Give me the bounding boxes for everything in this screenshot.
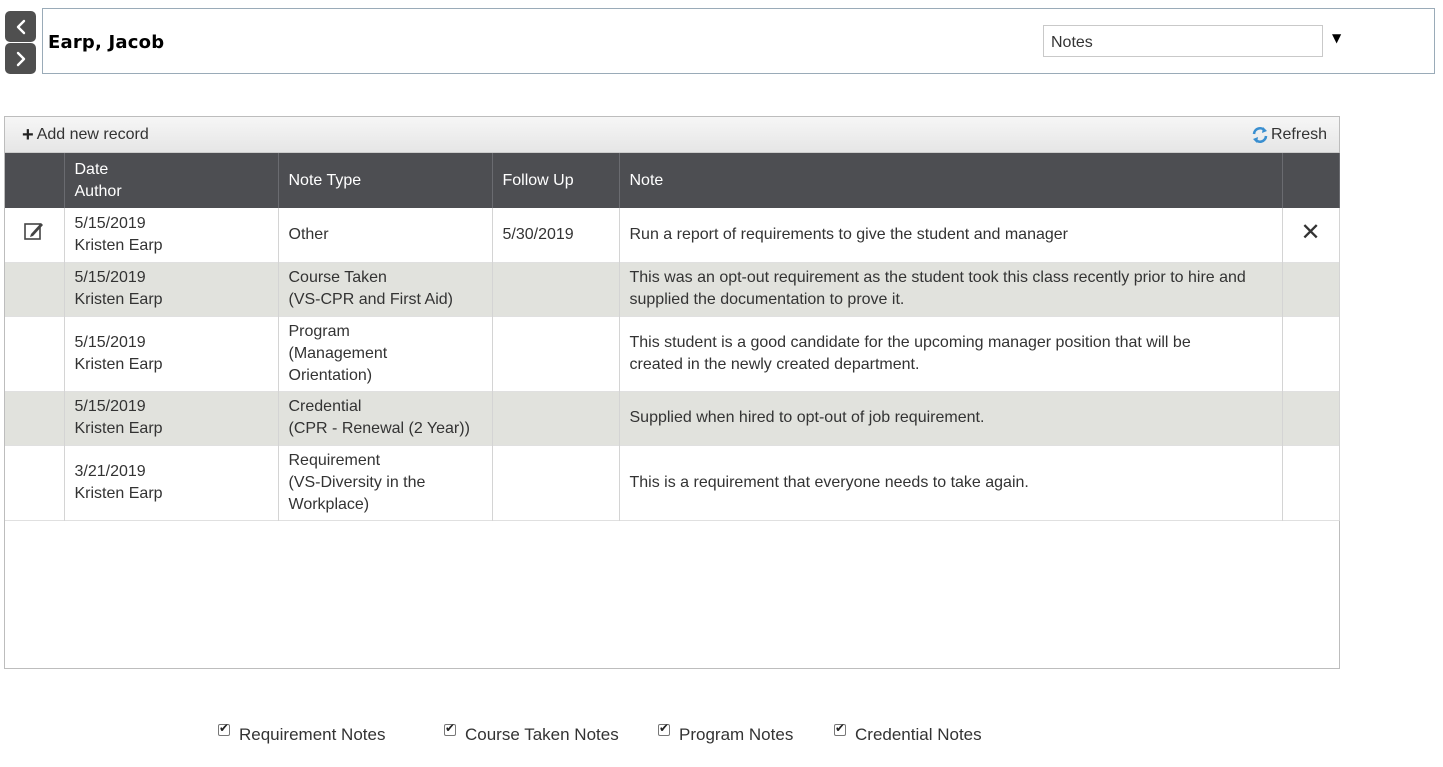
table-row <box>5 445 1339 520</box>
note-text: Run a report of requirements to give the student and manager <box>629 225 1068 243</box>
previous-record-button[interactable] <box>5 11 36 42</box>
refresh-label: Refresh <box>1270 126 1327 143</box>
note-text: Supplied when hired to opt-out of job requirement. <box>629 409 985 426</box>
row-delete-cell <box>1282 208 1339 262</box>
note-type: Program <box>288 322 350 340</box>
date-author-cell <box>64 445 278 520</box>
note-type: Requirement <box>288 451 381 469</box>
note-type: Course Taken <box>288 269 387 286</box>
follow-up-cell <box>492 316 619 391</box>
note-type-cell <box>278 262 492 316</box>
date-author-cell <box>64 208 278 262</box>
row-edit-cell <box>5 208 64 262</box>
column-header-author: Author <box>74 182 122 200</box>
note-author: Kristen Earp <box>74 355 163 373</box>
checkbox-checked-icon[interactable] <box>658 724 670 736</box>
note-text: created in the newly created department. <box>629 355 920 373</box>
close-icon[interactable]: ✕ <box>1300 219 1321 247</box>
note-type-detail: Orientation) <box>288 366 373 384</box>
grid-toolbar <box>5 117 1339 153</box>
column-header-delete <box>1282 153 1339 208</box>
note-author: Kristen Earp <box>74 484 163 502</box>
note-type-cell <box>278 208 492 262</box>
note-cell <box>619 445 1282 520</box>
note-cell <box>619 391 1282 445</box>
note-type-detail: (VS-CPR and First Aid) <box>288 291 453 308</box>
note-type-detail: (CPR - Renewal (2 Year)) <box>288 420 470 437</box>
note-cell <box>619 316 1282 391</box>
column-header-note-type[interactable]: Note Type <box>278 153 492 208</box>
chevron-right-icon <box>14 51 28 67</box>
student-name: Earp, Jacob <box>48 32 165 53</box>
note-type-detail: (Management <box>288 344 388 362</box>
note-type-detail: Workplace) <box>288 495 370 513</box>
note-type-cell <box>278 316 492 391</box>
checkbox-checked-icon[interactable] <box>834 724 846 736</box>
column-header-date: Date <box>74 160 109 178</box>
next-record-button[interactable] <box>5 43 36 74</box>
follow-up-cell <box>492 391 619 445</box>
column-header-follow-up[interactable]: Follow Up <box>492 153 619 208</box>
date-author-cell <box>64 262 278 316</box>
plus-icon: + <box>22 124 34 146</box>
filter-label: Requirement Notes <box>239 725 386 744</box>
note-type: Credential <box>288 398 362 415</box>
filter-program-notes[interactable] <box>658 724 793 745</box>
row-edit-cell <box>5 391 64 445</box>
filter-label: Course Taken Notes <box>465 725 619 744</box>
date-author-cell <box>64 391 278 445</box>
checkbox-checked-icon[interactable] <box>444 724 456 736</box>
note-type: Other <box>288 225 329 243</box>
row-edit-cell <box>5 316 64 391</box>
add-new-record-button[interactable] <box>22 126 149 144</box>
table-row <box>5 316 1339 391</box>
table-row <box>5 208 1339 262</box>
view-select[interactable] <box>1043 25 1323 57</box>
note-text: This was an opt-out requirement as the student took this class recently prior to hire and <box>629 269 1246 286</box>
chevron-left-icon <box>14 19 28 35</box>
filter-course-taken-notes[interactable] <box>444 724 619 745</box>
note-type-detail: (VS-Diversity in the <box>288 473 426 491</box>
note-text: This student is a good candidate for the upcoming manager position that will be <box>629 333 1191 351</box>
note-cell <box>619 262 1282 316</box>
note-type-cell <box>278 391 492 445</box>
date-author-cell <box>64 316 278 391</box>
edit-icon[interactable] <box>23 229 45 246</box>
column-header-note[interactable]: Note <box>619 153 1282 208</box>
row-delete-cell <box>1282 316 1339 391</box>
row-edit-cell <box>5 445 64 520</box>
column-header-date-author[interactable] <box>64 153 278 208</box>
note-author: Kristen Earp <box>74 236 163 254</box>
row-edit-cell <box>5 262 64 316</box>
refresh-button[interactable] <box>1251 125 1327 145</box>
note-date: 3/21/2019 <box>74 462 146 480</box>
add-new-record-label: Add new record <box>36 126 149 143</box>
note-type-filters <box>0 724 1443 746</box>
note-text: supplied the documentation to prove it. <box>629 291 905 308</box>
note-date: 5/15/2019 <box>74 269 146 286</box>
follow-up-cell <box>492 445 619 520</box>
row-delete-cell <box>1282 262 1339 316</box>
note-date: 5/15/2019 <box>74 333 146 351</box>
view-select-value: Notes <box>1051 34 1093 51</box>
row-delete-cell <box>1282 391 1339 445</box>
note-author: Kristen Earp <box>74 420 163 437</box>
student-header <box>42 8 1435 74</box>
note-author: Kristen Earp <box>74 291 163 308</box>
filter-credential-notes[interactable] <box>834 724 982 745</box>
follow-up-cell <box>492 262 619 316</box>
note-text: This is a requirement that everyone needs to take again. <box>629 473 1029 491</box>
notes-grid <box>4 116 1340 669</box>
note-date: 5/15/2019 <box>74 214 146 232</box>
dropdown-caret-icon[interactable]: ▼ <box>1332 31 1342 45</box>
table-row <box>5 262 1339 316</box>
note-type-cell <box>278 445 492 520</box>
filter-label: Credential Notes <box>855 725 982 744</box>
follow-up-cell: 5/30/2019 <box>492 208 619 262</box>
checkbox-checked-icon[interactable] <box>218 724 230 736</box>
refresh-icon <box>1251 125 1269 145</box>
filter-label: Program Notes <box>679 725 794 744</box>
notes-table <box>5 153 1340 521</box>
filter-requirement-notes[interactable] <box>218 724 385 745</box>
table-header-row <box>5 153 1339 208</box>
note-cell <box>619 208 1282 262</box>
note-date: 5/15/2019 <box>74 398 146 415</box>
column-header-actions <box>5 153 64 208</box>
row-delete-cell <box>1282 445 1339 520</box>
table-row <box>5 391 1339 445</box>
